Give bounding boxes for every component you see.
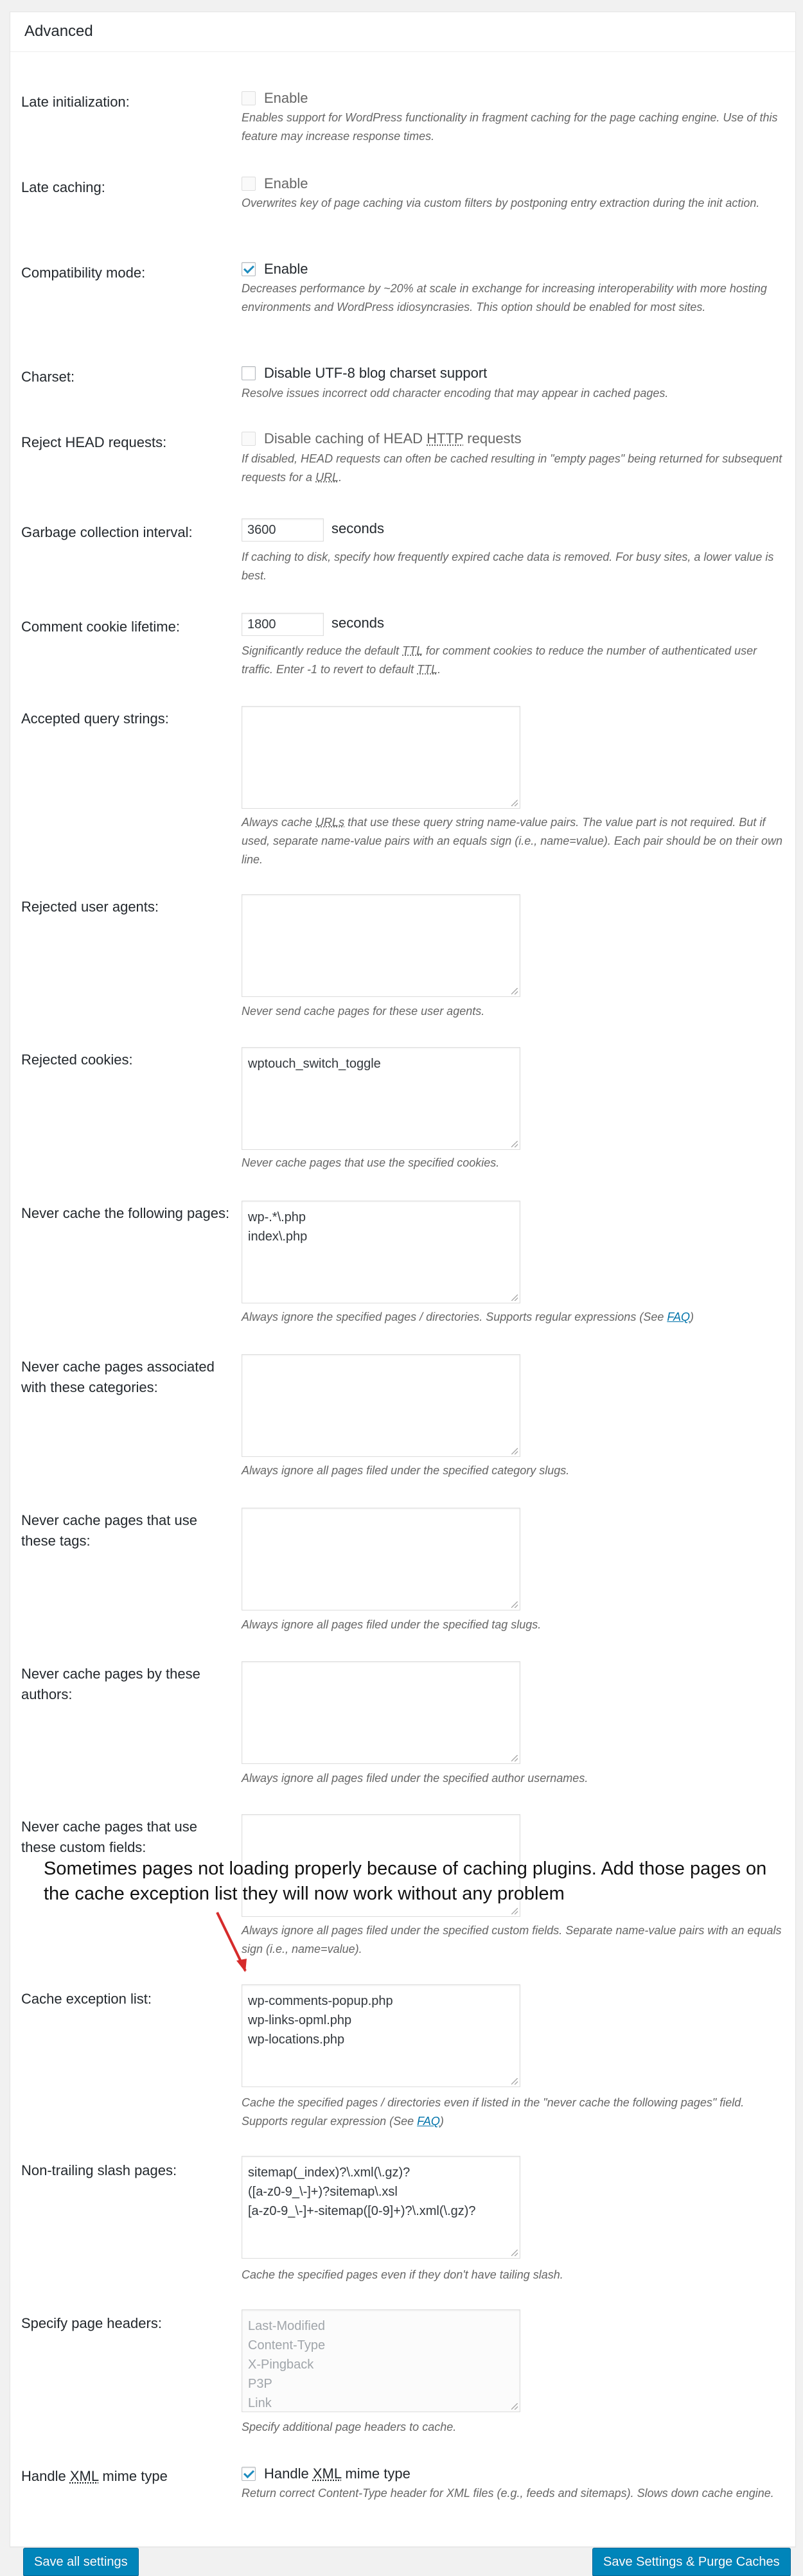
accepted-query-strings-description: Always cache URLs that use these query string name-value pairs. The value part is not required. But if used, separate name-value pairs with an equals sign (i.e., name=value). Each pair should be on their own line. [242,816,782,866]
late-caching-checkbox-label: Enable [264,175,308,191]
non-trailing-slash-description: Cache the specified pages even if they don't have tailing slash. [242,2268,563,2281]
label-rejected-cookies: Rejected cookies: [21,1052,133,1068]
save-all-settings-button[interactable]: Save all settings [23,2548,139,2576]
label-never-cache-tags: Never cache pages that use these tags: [21,1512,197,1549]
cookie-lifetime-description: Significantly reduce the default TTL for comment cookies to reduce the number of authenticated user traffic. Enter -1 to revert to default TTL. [242,644,757,676]
textarea-line: index\.php [248,1230,308,1244]
label-charset: Charset: [21,369,75,385]
save-and-purge-button[interactable]: Save Settings & Purge Caches [592,2548,791,2576]
label-xml-mime: Handle XML mime type [21,2468,168,2484]
xml-abbr: XML [69,2468,99,2484]
textarea-line: X-Pingback [248,2358,314,2372]
faq-link[interactable]: FAQ [667,1310,691,1323]
late-initialization-checkbox-label: Enable [264,90,308,106]
rejected-cookies-description: Never cache pages that use the specified cookies. [242,1156,500,1169]
textarea-line: wp-links-opml.php [248,2013,352,2027]
rejected-user-agents-description: Never send cache pages for these user agents. [242,1005,485,1018]
charset-description: Resolve issues incorrect odd character encoding that may appear in cached pages. [242,387,669,400]
ttl-abbr: TTL [417,663,438,676]
never-cache-tags-description: Always ignore all pages filed under the specified tag slugs. [242,1618,542,1631]
annotation-arrow-head [236,1959,247,1972]
faq-link[interactable]: FAQ [417,2115,440,2128]
xml-abbr: XML [312,2466,342,2482]
label-non-trailing-slash: Non-trailing slash pages: [21,2162,177,2178]
label-late-caching: Late caching: [21,179,105,195]
late-caching-description: Overwrites key of page caching via custom filters by postponing entry extraction during the init action. [242,197,760,209]
cookie-lifetime-unit: seconds [331,615,384,631]
cache-exception-description: Cache the specified pages / directories even if listed in the "never cache the following pages" field. Supports regular expression (See FAQ) [242,2096,745,2128]
textarea-line: wp-locations.php [248,2033,345,2047]
label-late-initialization: Late initialization: [21,94,130,110]
label-cookie-lifetime: Comment cookie lifetime: [21,619,180,635]
textarea-line: [a-z0-9_\-]+-sitemap([0-9]+)?\.xml(\.gz)? [248,2204,476,2218]
textarea-line: ([a-z0-9_\-]+)?sitemap\.xsl [248,2185,398,2199]
compatibility-mode-description: Decreases performance by ~20% at scale in exchange for increasing interoperability with more hosting environments and WordPress idiosyncrasies. This option should be enabled for most sites. [242,282,767,313]
url-abbr: URL [315,471,339,484]
label-never-cache-categories: Never cache pages associated with these categories: [21,1359,215,1395]
urls-abbr: URLs [315,816,345,829]
textarea-line: Content-Type [248,2338,326,2352]
reject-head-checkbox-label: Disable caching of HEAD HTTP requests [264,430,522,446]
label-reject-head: Reject HEAD requests: [21,434,167,450]
textarea-line: sitemap(_index)?\.xml(\.gz)? [248,2166,410,2180]
never-cache-categories-description: Always ignore all pages filed under the specified category slugs. [242,1464,570,1477]
http-abbr: HTTP [427,430,464,446]
label-cache-exception: Cache exception list: [21,1991,152,2007]
xml-mime-checkbox-label: Handle XML mime type [264,2466,410,2482]
label-never-cache-fields: Never cache pages that use these custom fields: [21,1819,197,1855]
textarea-line: wptouch_switch_toggle [248,1057,381,1071]
never-cache-authors-description: Always ignore all pages filed under the specified author usernames. [242,1772,588,1785]
label-gc-interval: Garbage collection interval: [21,524,193,540]
label-never-cache-authors: Never cache pages by these authors: [21,1666,200,1702]
gc-interval-description: If caching to disk, specify how frequently expired cache data is removed. For busy sites, a lower value is best. [242,551,774,582]
label-accepted-query-strings: Accepted query strings: [21,710,169,727]
charset-checkbox-label: Disable UTF-8 blog charset support [264,365,488,381]
label-compatibility-mode: Compatibility mode: [21,265,146,281]
compatibility-mode-checkbox-label: Enable [264,261,308,277]
label-page-headers: Specify page headers: [21,2315,162,2331]
textarea-line: wp-.*\.php [248,1210,306,1224]
never-cache-pages-description: Always ignore the specified pages / directories. Supports regular expressions (See FAQ) [242,1310,694,1323]
section-title: Advanced [24,22,93,40]
ttl-abbr: TTL [402,644,423,657]
late-initialization-description: Enables support for WordPress functionality in fragment caching for the page caching engine. Use of this feature may increase response times. [242,111,778,143]
textarea-line: wp-comments-popup.php [248,1994,393,2008]
label-rejected-user-agents: Rejected user agents: [21,899,159,915]
textarea-line: P3P [248,2377,272,2391]
reject-head-description: If disabled, HEAD requests can often be cached resulting in "empty pages" being returned for subsequent requests for a URL. [242,452,782,484]
xml-mime-description: Return correct Content-Type header for XML files (e.g., feeds and sitemaps). Slows down cache engine. [242,2487,774,2500]
never-cache-fields-description: Always ignore all pages filed under the specified custom fields. Separate name-value pairs with an equals sign (i.e., name=value). [242,1924,782,1955]
textarea-line: Last-Modified [248,2319,326,2333]
gc-interval-unit: seconds [331,520,384,536]
page-headers-description: Specify additional page headers to cache. [242,2421,457,2433]
label-never-cache-pages: Never cache the following pages: [21,1205,230,1221]
annotation-callout: Sometimes pages not loading properly because of caching plugins. Add those pages on the cache exception list they will now work without any problem [44,1858,767,1904]
textarea-line: Link [248,2396,272,2410]
